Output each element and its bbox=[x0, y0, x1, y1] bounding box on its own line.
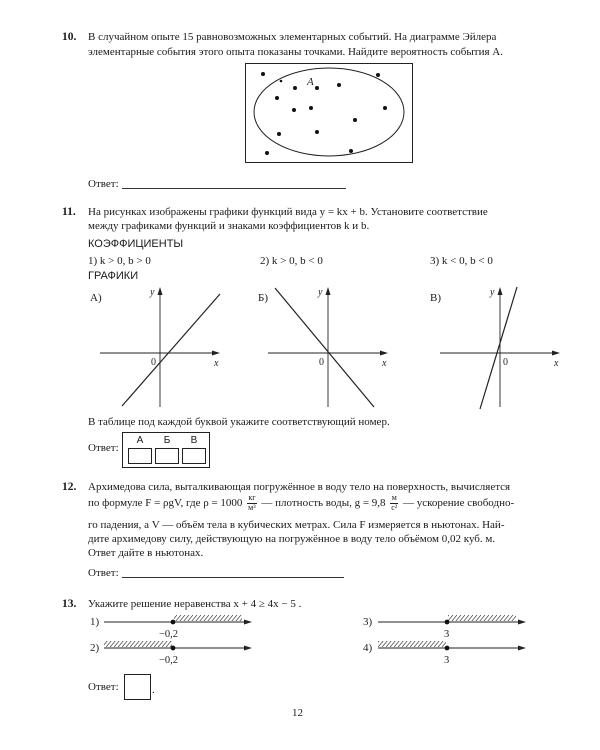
graph-b-x-arrow bbox=[380, 351, 388, 356]
problem-12-text-line5: Ответ дайте в ньютонах. bbox=[88, 547, 204, 559]
event-point bbox=[376, 73, 380, 77]
euler-diagram bbox=[245, 63, 413, 163]
page-number: 12 bbox=[292, 707, 303, 719]
event-point bbox=[261, 72, 265, 76]
graph-b-y-arrow bbox=[326, 287, 331, 295]
density-text: — плотность воды, g = 9,8 bbox=[261, 496, 386, 509]
graph-c-y-arrow bbox=[498, 287, 503, 295]
graph-a-y-label: y bbox=[150, 287, 155, 298]
answer-table-header-b: Б bbox=[163, 435, 171, 446]
graph-b-line bbox=[275, 288, 374, 407]
graph-c bbox=[440, 283, 570, 411]
event-point bbox=[383, 106, 387, 110]
option-2-arrow bbox=[244, 646, 252, 651]
problem-10-text-line1: В случайном опыте 15 равновозможных элементарных событий. На диаграмме Эйлера bbox=[88, 31, 497, 43]
option-3-hatch bbox=[448, 615, 516, 621]
density-unit-fraction bbox=[247, 494, 256, 513]
graph-c-y-label: y bbox=[490, 287, 495, 298]
problem-13-answer-box[interactable] bbox=[124, 674, 151, 700]
graph-a-origin: 0 bbox=[151, 357, 156, 368]
option-4-point bbox=[445, 646, 450, 651]
graph-c-origin: 0 bbox=[503, 357, 508, 368]
event-point bbox=[277, 132, 281, 136]
coefficient-option-3: 3) k < 0, b < 0 bbox=[430, 255, 493, 267]
accel-unit-fraction bbox=[390, 494, 398, 513]
event-point bbox=[315, 130, 319, 134]
problem-12-text-line3: го падения, а V — объём тела в кубических метрах. Сила F измеряется в ньютонах. Най- bbox=[88, 519, 505, 531]
graph-a-label: А) bbox=[90, 292, 102, 304]
answer-cell-b[interactable] bbox=[155, 448, 179, 464]
event-point bbox=[337, 83, 341, 87]
graph-c-x-label: x bbox=[554, 358, 559, 369]
graph-c-label: В) bbox=[430, 292, 441, 304]
event-point bbox=[349, 149, 353, 153]
problem-10-text-line2: элементарные события этого опыта показаны точками. Найдите вероятность события A. bbox=[88, 46, 503, 58]
option-3-label: 3) bbox=[363, 616, 373, 628]
table-instruction: В таблице под каждой буквой укажите соответствующий номер. bbox=[88, 416, 390, 428]
option-2-label: 2) bbox=[90, 642, 100, 654]
coefficients-heading: КОЭФФИЦИЕНТЫ bbox=[88, 238, 184, 250]
option-1-point bbox=[171, 620, 176, 625]
graphs-heading: ГРАФИКИ bbox=[88, 270, 139, 282]
event-point bbox=[315, 86, 319, 90]
problem-12-number: 12. bbox=[62, 481, 77, 493]
option-1-value: −0,2 bbox=[159, 629, 179, 640]
graph-a-line bbox=[122, 294, 220, 406]
density-unit-bottom: м³ bbox=[248, 502, 256, 512]
option-3-value: 3 bbox=[444, 629, 450, 640]
option-1-label: 1) bbox=[90, 616, 100, 628]
option-1-hatch bbox=[174, 615, 242, 621]
answer-table-header-c: В bbox=[190, 435, 198, 446]
problem-11-answer-label: Ответ: bbox=[88, 442, 119, 454]
coefficient-option-1: 1) k > 0, b > 0 bbox=[88, 255, 151, 267]
problem-12-answer-line[interactable] bbox=[122, 577, 344, 578]
coefficient-option-2: 2) k > 0, b < 0 bbox=[260, 255, 323, 267]
graph-b-y-label: y bbox=[318, 287, 323, 298]
answer-table bbox=[122, 432, 210, 468]
euler-frame bbox=[246, 64, 413, 163]
problem-11-number: 11. bbox=[62, 206, 76, 218]
problem-11-text-line1: На рисунках изображены графики функций вида y = kx + b. Установите соответствие bbox=[88, 206, 488, 218]
event-point bbox=[265, 151, 269, 155]
event-a-label: A bbox=[307, 76, 314, 88]
answer-cell-c[interactable] bbox=[182, 448, 206, 464]
option-2-point bbox=[171, 646, 176, 651]
event-point bbox=[280, 80, 283, 83]
problem-13-number: 13. bbox=[62, 598, 77, 610]
answer-box-period: . bbox=[152, 684, 155, 696]
graph-b-origin: 0 bbox=[319, 357, 324, 368]
option-3-arrow bbox=[518, 620, 526, 625]
formula-text: по формуле F = ρgV, где ρ = 1000 bbox=[88, 496, 243, 509]
density-unit-top: кг bbox=[248, 493, 256, 502]
problem-13-answer-label: Ответ: bbox=[88, 681, 119, 693]
problem-12-text-line4: дите архимедову силу, действующую на погружённое в воду тело объёмом 0,02 куб. м. bbox=[88, 533, 496, 545]
graph-a-x-label: x bbox=[214, 358, 219, 369]
option-4-hatch bbox=[378, 641, 446, 647]
answer-cell-a[interactable] bbox=[128, 448, 152, 464]
problem-10-number: 10. bbox=[62, 31, 77, 43]
accel-unit-bottom: с² bbox=[391, 502, 398, 512]
graph-a bbox=[100, 283, 230, 411]
accel-text: — ускорение свободно- bbox=[403, 496, 515, 509]
event-point bbox=[293, 86, 297, 90]
option-2-hatch bbox=[104, 641, 172, 647]
problem-12-text-line2 bbox=[88, 494, 568, 513]
problem-11-text-line2: между графиками функций и знаками коэффициентов k и b. bbox=[88, 220, 370, 232]
graph-a-x-arrow bbox=[212, 351, 220, 356]
problem-12-text-line1: Архимедова сила, выталкивающая погружённое в воду тело на поверхность, вычисляется bbox=[88, 481, 511, 493]
event-point bbox=[309, 106, 313, 110]
event-point bbox=[353, 118, 357, 122]
problem-13-question: Укажите решение неравенства x + 4 ≥ 4x − 5 . bbox=[88, 598, 302, 610]
graph-c-line bbox=[480, 287, 517, 409]
option-1-arrow bbox=[244, 620, 252, 625]
option-4-arrow bbox=[518, 646, 526, 651]
event-point bbox=[292, 108, 296, 112]
event-point bbox=[275, 96, 279, 100]
graph-b-x-label: x bbox=[382, 358, 387, 369]
graph-a-y-arrow bbox=[158, 287, 163, 295]
problem-10-answer-label: Ответ: bbox=[88, 178, 119, 190]
option-4-label: 4) bbox=[363, 642, 373, 654]
graph-b bbox=[268, 283, 398, 411]
option-2-value: −0,2 bbox=[159, 655, 179, 666]
graph-c-x-arrow bbox=[552, 351, 560, 356]
event-a-ellipse bbox=[254, 68, 404, 156]
option-3-point bbox=[445, 620, 450, 625]
answer-table-header-a: А bbox=[136, 435, 144, 446]
accel-unit-top: м bbox=[391, 493, 397, 502]
option-4-value: 3 bbox=[444, 655, 450, 666]
problem-12-answer-label: Ответ: bbox=[88, 567, 119, 579]
graph-b-label: Б) bbox=[258, 292, 268, 304]
problem-10-answer-line[interactable] bbox=[122, 188, 346, 189]
